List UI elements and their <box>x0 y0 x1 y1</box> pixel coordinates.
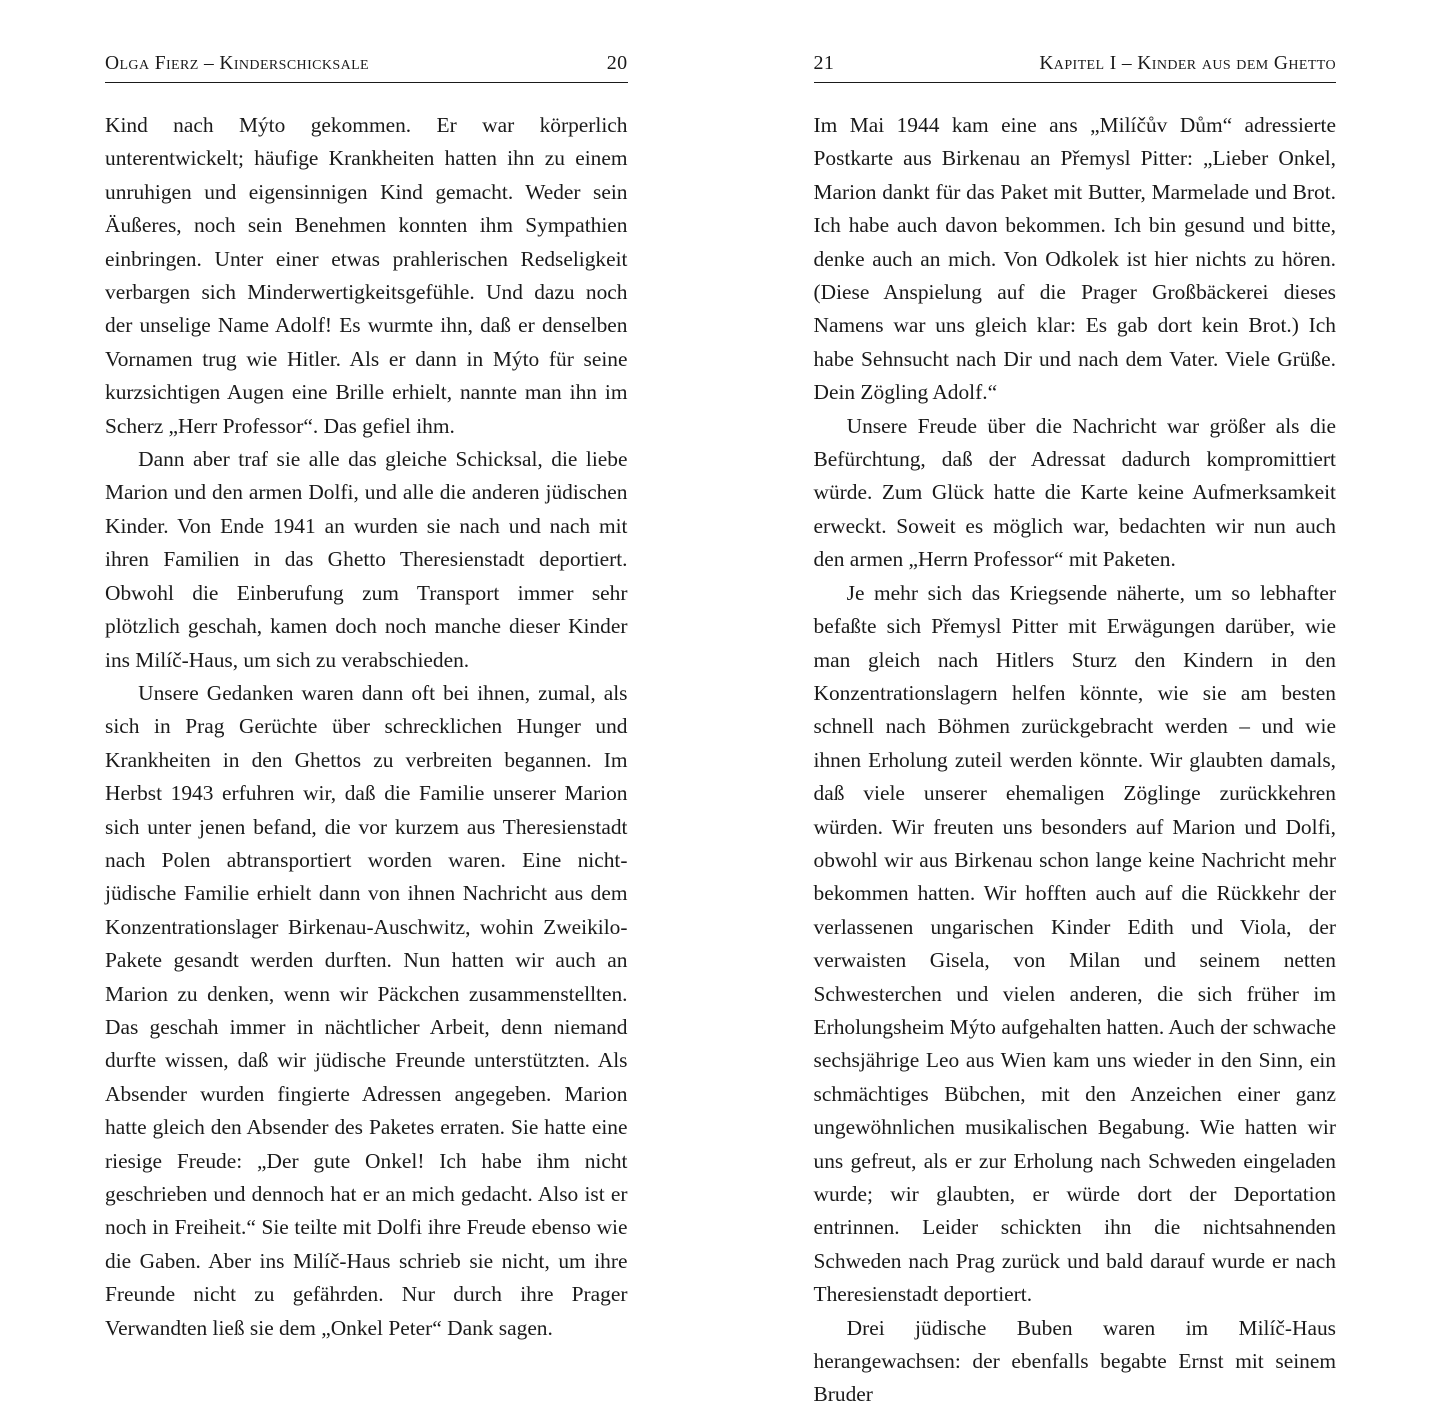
left-running-head-title: Olga Fierz – Kinderschicksale <box>105 53 607 75</box>
left-page <box>0 0 721 1211</box>
paragraph: Im Mai 1944 kam eine ans „Milíčův Dům“ adressierte Postkarte aus Birkenau an Přemysl Pitter: „Lieber Onkel, Marion dankt für das Paket mit Butter, Marmelade und Brot. Ich habe auch davon bekommen. Ich bin gesund und bitte, denke auch an mich. Von Odkolek ist hier nichts zu hören. (Diese Anspielung auf die Prager Großbäckerei dieses Namens war uns gleich klar: Es gab dort kein Brot.) Ich habe Sehnsucht nach Dir und nach dem Vater. Viele Grüße. Dein Zögling Adolf.“ <box>814 109 1337 410</box>
paragraph: Unsere Gedanken waren dann oft bei ihnen, zumal, als sich in Prag Gerüchte über schrecklichen Hunger und Krankheiten in den Ghettos zu verbreiten begannen. Im Herbst 1943 erfuhren wir, daß die Familie unserer Marion sich unter jenen befand, die vor kurzem aus Theresienstadt nach Polen abtransportiert worden waren. Eine nicht-jüdische Familie erhielt dann von ihnen Nachricht aus dem Konzentrationslager Birkenau-Auschwitz, wohin Zweikilo-Pakete gesandt werden durften. Nun hatten wir auch an Marion zu denken, wenn wir Päckchen zusammenstellten. Das geschah immer in nächtlicher Arbeit, denn niemand durfte wissen, daß wir jüdische Freunde unterstützten. Als Absender wurden fingierte Adressen angegeben. Marion hatte gleich den Absender des Paketes erraten. Sie hatte eine riesige Freude: „Der gute Onkel! Ich habe ihm nicht geschrieben und dennoch hat er an mich gedacht. Also ist er noch in Freiheit.“ Sie teilte mit Dolfi ihre Freude ebenso wie die Gaben. Aber ins Milíč-Haus schrieb sie nicht, um ihre Freunde nicht zu gefährden. Nur durch ihre Prager Verwandten ließ sie dem „Onkel Peter“ Dank sagen. <box>105 677 628 1345</box>
right-page-body <box>814 109 1337 1412</box>
paragraph: Kind nach Mýto gekommen. Er war körperlich unterentwickelt; häufige Krankheiten hatten ihn zu einem unruhigen und eigensinnigen Kind gemacht. Weder sein Äußeres, noch sein Benehmen konnten ihm Sympathien einbringen. Unter einer etwas prahlerischen Redseligkeit verbargen sich Minderwertigkeitsgefühle. Und dazu noch der unselige Name Adolf! Es wurmte ihn, daß er denselben Vornamen trug wie Hitler. Als er dann in Mýto für seine kurzsichtigen Augen eine Brille erhielt, nannte man ihn im Scherz „Herr Professor“. Das gefiel ihm. <box>105 109 628 443</box>
right-page <box>721 0 1441 1211</box>
right-running-head-title: Kapitel I – Kinder aus dem Ghetto <box>1039 53 1336 75</box>
right-page-number: 21 <box>814 52 835 75</box>
right-running-head <box>814 52 1337 83</box>
paragraph: Dann aber traf sie alle das gleiche Schicksal, die liebe Marion und den armen Dolfi, und alle die anderen jüdischen Kinder. Von Ende 1941 an wurden sie nach und nach mit ihren Familien in das Ghetto Theresienstadt deportiert. Obwohl die Einberufung zum Transport immer sehr plötzlich geschah, kamen doch noch manche dieser Kinder ins Milíč-Haus, um sich zu verabschieden. <box>105 443 628 677</box>
left-page-body <box>105 109 628 1345</box>
left-page-number: 20 <box>607 52 628 75</box>
paragraph: Je mehr sich das Kriegsende näherte, um so lebhafter befaßte sich Přemysl Pitter mit Erwägungen darüber, wie man gleich nach Hitlers Sturz den Kindern in den Konzentrationslagern helfen könnte, wie sie am besten schnell nach Böhmen zurückgebracht werden – und wie ihnen Erholung zuteil werden könnte. Wir glaubten damals, daß viele unserer ehemaligen Zöglinge zurückkehren würden. Wir freuten uns besonders auf Marion und Dolfi, obwohl wir aus Birkenau schon lange keine Nachricht mehr bekommen hatten. Wir hofften auch auf die Rückkehr der verlassenen ungarischen Kinder Edith und Viola, der verwaisten Gisela, von Milan und seinem netten Schwesterchen und vielen anderen, die sich früher im Erholungsheim Mýto aufgehalten hatten. Auch der schwache sechsjährige Leo aus Wien kam uns wieder in den Sinn, ein schmächtiges Bübchen, mit den Anzeichen einer ganz ungewöhnlichen musikalischen Begabung. Wie hatten wir uns gefreut, als er zur Erholung nach Schweden eingeladen wurde; wir glaubten, er würde dort der Deportation entrinnen. Leider schickten ihn die nichtsahnenden Schweden nach Prag zurück und bald darauf wurde er nach Theresienstadt deportiert. <box>814 577 1337 1312</box>
left-running-head <box>105 52 628 83</box>
paragraph: Unsere Freude über die Nachricht war größer als die Befürchtung, daß der Adressat dadurch kompromittiert würde. Zum Glück hatte die Karte keine Aufmerksamkeit erweckt. Soweit es möglich war, bedachten wir nun auch den armen „Herrn Professor“ mit Paketen. <box>814 410 1337 577</box>
paragraph: Drei jüdische Buben waren im Milíč-Haus herangewachsen: der ebenfalls begabte Ernst mit seinem Bruder <box>814 1312 1337 1412</box>
